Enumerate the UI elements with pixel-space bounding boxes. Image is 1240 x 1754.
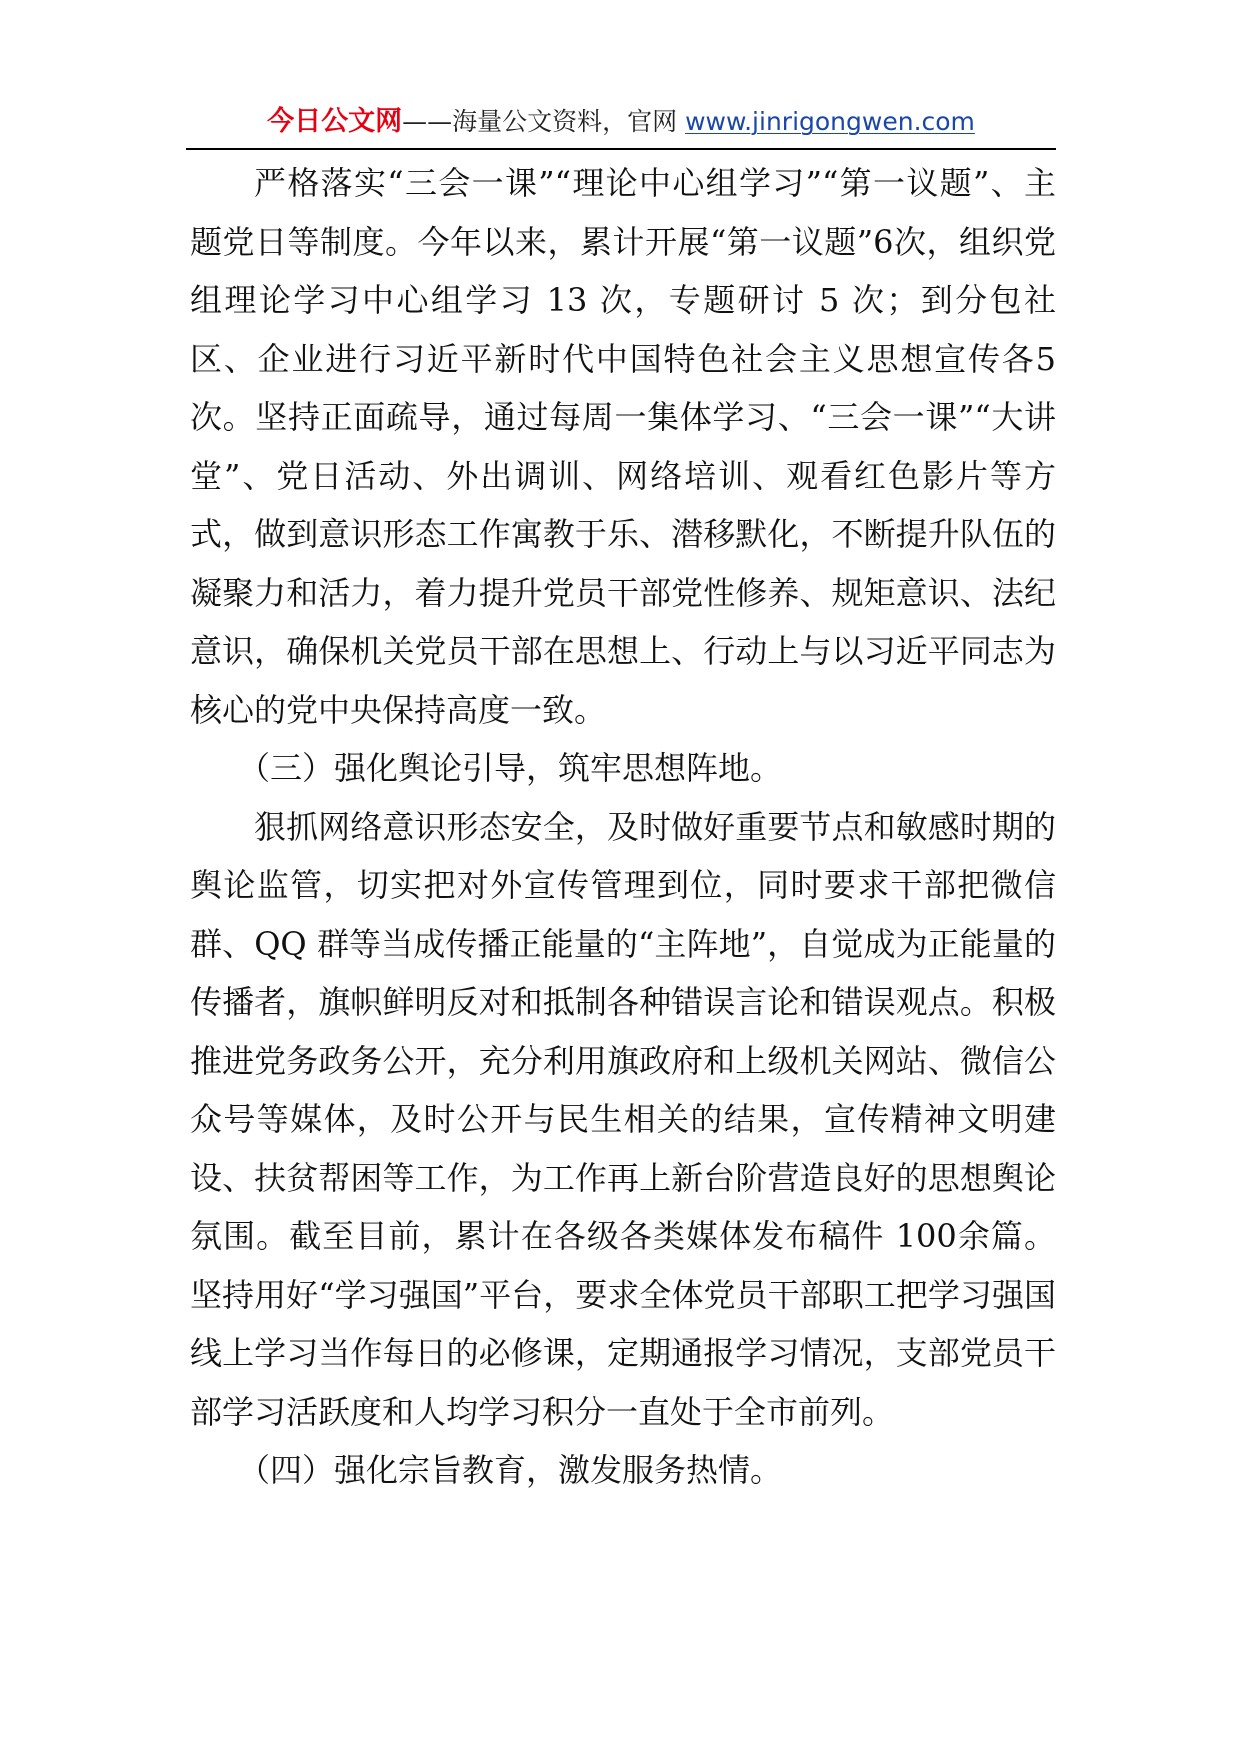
section-heading: （三）强化舆论引导，筑牢思想阵地。 bbox=[238, 749, 783, 787]
page-header bbox=[186, 104, 1056, 140]
header-divider bbox=[186, 148, 1056, 150]
document-body bbox=[190, 154, 1056, 1500]
header-url-link[interactable]: www.jinrigongwen.com bbox=[685, 107, 975, 136]
header-brand: 今日公文网 bbox=[267, 106, 403, 137]
body-paragraph: 狠抓网络意识形态安全，及时做好重要节点和敏感时期的舆论监管，切实把对外宣传管理到位，同时要求干部把微信群、QQ 群等当成传播正能量的“主阵地”，自觉成为正能量的传播者，旗帜鲜明反对和抵制各种错误言论和错误观点。积极推进党务政务公开，充分利用旗政府和上级机关网站、微信公众号等媒体，及时公开与民生相关的结果，宣传精神文明建设、扶贫帮困等工作，为工作再上新台阶营造良好的思想舆论氛围。截至目前，累计在各级各类媒体发布稿件 100余篇。坚持用好“学习强国”平台，要求全体党员干部职工把学习强国线上学习当作每日的必修课，定期通报学习情况，支部党员干部学习活跃度和人均学习积分一直处于全市前列。 bbox=[190, 807, 1056, 1431]
section-heading: （四）强化宗旨教育，激发服务热情。 bbox=[238, 1451, 783, 1489]
header-separator: —— bbox=[402, 107, 453, 136]
body-paragraph: 严格落实“三会一课”“理论中心组学习”“第一议题”、主题党日等制度。今年以来，累计开展“第一议题”6次，组织党组理论学习中心组学习 13 次，专题研讨 5 次；到分包社区、企业进行习近平新时代中国特色社会主义思想宣传各5次。坚持正面疏导，通过每周一集体学习、“三会一课”“大讲堂”、党日活动、外出调训、网络培训、观看红色影片等方式，做到意识形态工作寓教于乐、潜移默化，不断提升队伍的凝聚力和活力，着力提升党员干部党性修养、规矩意识、法纪意识，确保机关党员干部在思想上、行动上与以习近平同志为核心的党中央保持高度一致。 bbox=[190, 164, 1056, 729]
header-description: 海量公文资料，官网 bbox=[452, 107, 678, 136]
header-space bbox=[677, 107, 685, 136]
